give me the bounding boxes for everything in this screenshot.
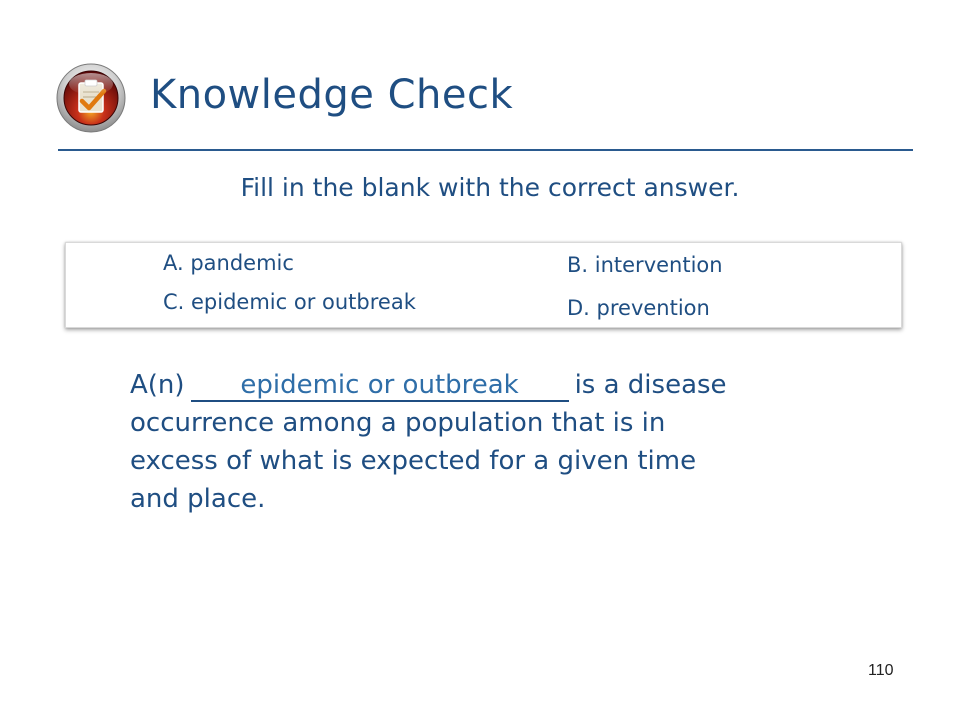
answer-options-box xyxy=(65,242,902,328)
answer-blank xyxy=(191,370,569,402)
answer-text: epidemic or outbreak xyxy=(240,370,519,400)
question-sentence xyxy=(130,366,830,518)
question-line-2: occurrence among a population that is in xyxy=(130,408,666,438)
page-number: 110 xyxy=(868,662,894,679)
question-prefix: A(n) xyxy=(130,370,185,400)
option-a: A. pandemic xyxy=(163,251,294,275)
title-divider xyxy=(58,149,913,151)
option-d: D. prevention xyxy=(567,296,710,320)
option-c: C. epidemic or outbreak xyxy=(163,290,416,314)
question-line-4: and place. xyxy=(130,484,266,514)
slide-title: Knowledge Check xyxy=(150,72,514,118)
question-line-3: excess of what is expected for a given time xyxy=(130,446,697,476)
question-line1-suffix: is a disease xyxy=(574,370,727,400)
option-b: B. intervention xyxy=(567,253,723,277)
question-line-1 xyxy=(130,366,830,404)
instruction-text: Fill in the blank with the correct answer. xyxy=(240,173,740,202)
clipboard-checkmark-icon xyxy=(55,62,127,134)
